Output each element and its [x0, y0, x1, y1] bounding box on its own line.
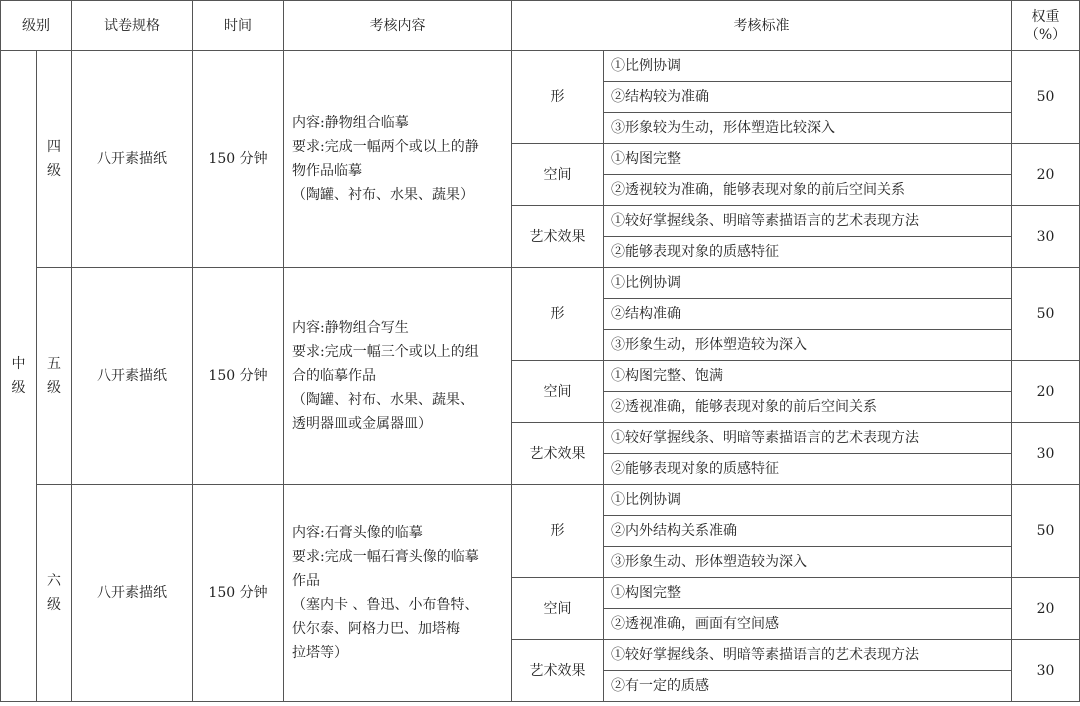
time-cell: 150 分钟 [193, 51, 284, 268]
criterion-cell: ②透视准确，能够表现对象的前后空间关系 [604, 392, 1012, 423]
category-cell: 空间 [512, 361, 604, 423]
criterion-cell: ①较好掌握线条、明暗等素描语言的艺术表现方法 [604, 206, 1012, 237]
category-cell: 艺术效果 [512, 640, 604, 702]
content-line: （塞内卡 、鲁迅、小布鲁特、 [292, 597, 479, 613]
criterion-cell: ①较好掌握线条、明暗等素描语言的艺术表现方法 [604, 423, 1012, 454]
header-content: 考核内容 [284, 1, 512, 51]
header-weight [1012, 1, 1080, 51]
weight-cell: 50 [1012, 485, 1080, 578]
grade-cell [37, 51, 72, 268]
group-level-cell [1, 51, 37, 702]
category-cell: 空间 [512, 578, 604, 640]
weight-cell: 20 [1012, 578, 1080, 640]
category-cell: 形 [512, 485, 604, 578]
time-cell: 150 分钟 [193, 268, 284, 485]
grade-name: 四级 [47, 139, 61, 179]
criterion-cell: ③形象较为生动，形体塑造比较深入 [604, 113, 1012, 144]
criterion-cell: ②结构准确 [604, 299, 1012, 330]
header-weight-label: 权重 [1031, 8, 1060, 25]
category-cell: 空间 [512, 144, 604, 206]
grade-name: 五级 [47, 356, 61, 396]
content-line: 内容:静物组合写生 [292, 320, 409, 336]
category-cell: 艺术效果 [512, 423, 604, 485]
weight-cell: 30 [1012, 206, 1080, 268]
content-line: 作品 [292, 573, 320, 589]
content-line: 合的临摹作品 [292, 368, 376, 384]
criterion-cell: ②有一定的质感 [604, 671, 1012, 702]
weight-cell: 30 [1012, 640, 1080, 702]
criterion-cell: ①比例协调 [604, 51, 1012, 82]
table-row [1, 485, 1080, 516]
content-line: （陶罐、衬布、水果、蔬果） [292, 187, 474, 203]
criterion-cell: ①比例协调 [604, 485, 1012, 516]
header-paper: 试卷规格 [72, 1, 193, 51]
criterion-cell: ②能够表现对象的质感特征 [604, 454, 1012, 485]
table-body [1, 51, 1080, 702]
content-line: 拉塔等） [292, 645, 348, 661]
criterion-cell: ①构图完整 [604, 144, 1012, 175]
weight-cell: 20 [1012, 144, 1080, 206]
content-line: 内容:静物组合临摹 [292, 115, 409, 131]
category-cell: 艺术效果 [512, 206, 604, 268]
criterion-cell: ①构图完整 [604, 578, 1012, 609]
weight-cell: 20 [1012, 361, 1080, 423]
content-cell [284, 268, 512, 485]
criterion-cell: ③形象生动，形体塑造较为深入 [604, 330, 1012, 361]
content-cell [284, 485, 512, 702]
table-row [1, 51, 1080, 82]
criterion-cell: ③形象生动、形体塑造较为深入 [604, 547, 1012, 578]
grade-name: 六级 [47, 573, 61, 613]
paper-cell: 八开素描纸 [72, 51, 193, 268]
content-line: 透明器皿或金属器皿） [292, 416, 432, 432]
criterion-cell: ①比例协调 [604, 268, 1012, 299]
content-line: 内容:石膏头像的临摹 [292, 525, 423, 541]
content-line: 要求:完成一幅石膏头像的临摹 [292, 549, 479, 565]
header-weight-unit: （%） [1024, 26, 1067, 43]
category-cell: 形 [512, 51, 604, 144]
table-row [1, 268, 1080, 299]
criterion-cell: ②透视较为准确，能够表现对象的前后空间关系 [604, 175, 1012, 206]
grade-cell [37, 268, 72, 485]
header-row [1, 1, 1080, 51]
content-line: 要求:完成一幅两个或以上的静 [292, 139, 479, 155]
header-level: 级别 [1, 1, 72, 51]
time-cell: 150 分钟 [193, 485, 284, 702]
criterion-cell: ①较好掌握线条、明暗等素描语言的艺术表现方法 [604, 640, 1012, 671]
criterion-cell: ②能够表现对象的质感特征 [604, 237, 1012, 268]
group-level-label: 中级 [11, 356, 26, 396]
content-line: 要求:完成一幅三个或以上的组 [292, 344, 479, 360]
content-line: 伏尔泰、阿格力巴、加塔梅 [292, 621, 460, 637]
criterion-cell: ②透视准确，画面有空间感 [604, 609, 1012, 640]
content-line: （陶罐、衬布、水果、蔬果、 [292, 392, 474, 408]
content-line: 物作品临摹 [292, 163, 362, 179]
category-cell: 形 [512, 268, 604, 361]
weight-cell: 30 [1012, 423, 1080, 485]
content-cell [284, 51, 512, 268]
header-standard: 考核标准 [512, 1, 1012, 51]
criterion-cell: ②结构较为准确 [604, 82, 1012, 113]
grade-cell [37, 485, 72, 702]
weight-cell: 50 [1012, 268, 1080, 361]
weight-cell: 50 [1012, 51, 1080, 144]
header-time: 时间 [193, 1, 284, 51]
paper-cell: 八开素描纸 [72, 268, 193, 485]
paper-cell: 八开素描纸 [72, 485, 193, 702]
criterion-cell: ①构图完整、饱满 [604, 361, 1012, 392]
criterion-cell: ②内外结构关系准确 [604, 516, 1012, 547]
